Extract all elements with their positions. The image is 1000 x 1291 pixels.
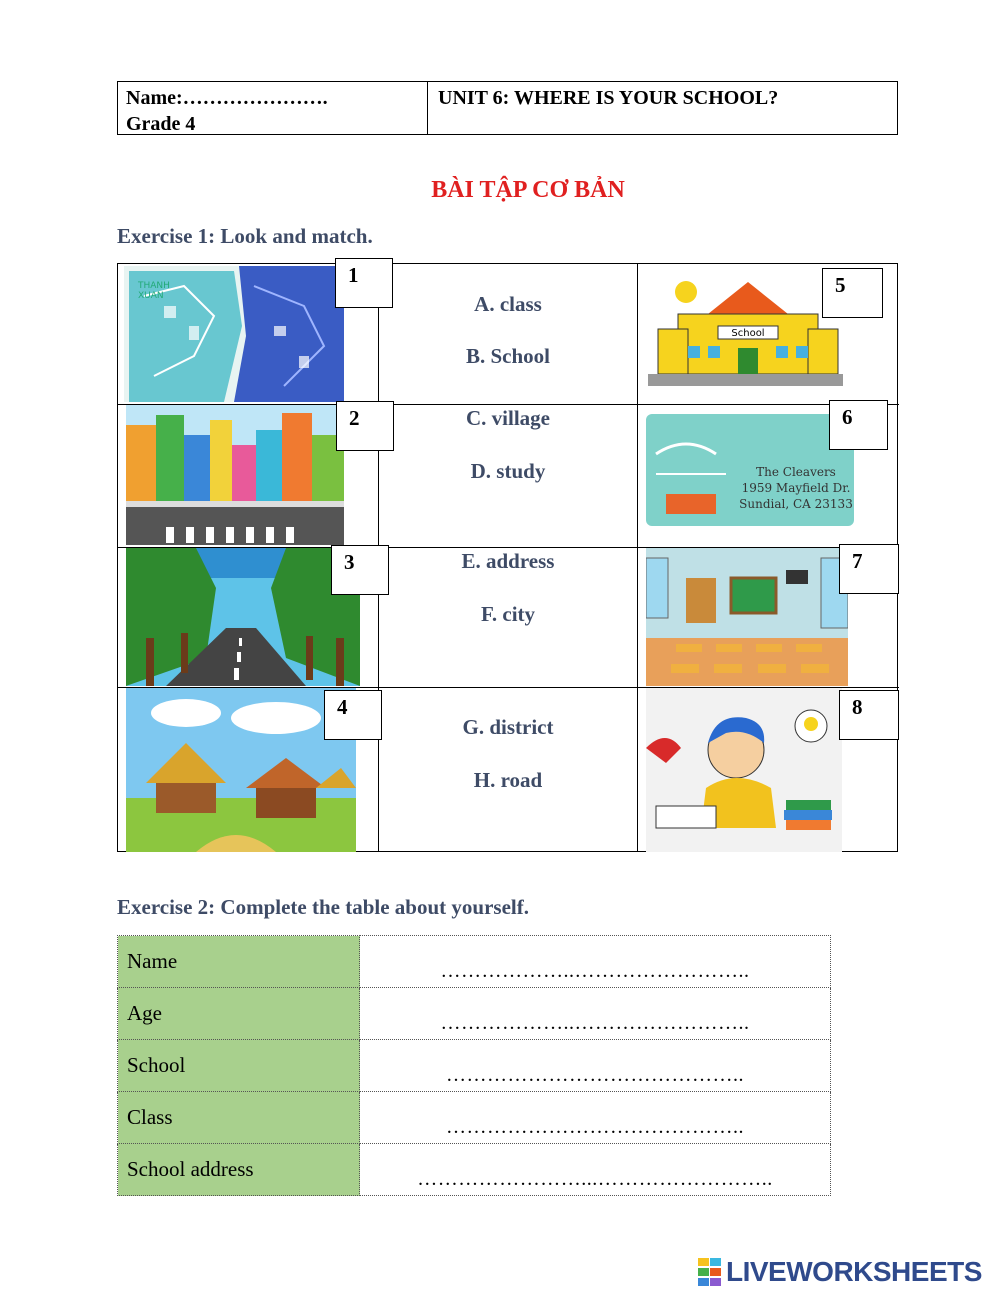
number-box-7[interactable]: 7 xyxy=(839,544,899,594)
envelope-line-3: Sundial, CA 23133 xyxy=(739,497,853,511)
worksheet-header xyxy=(117,81,898,135)
classroom-picture xyxy=(646,548,848,686)
liveworksheets-logo[interactable] xyxy=(698,1256,982,1288)
answer-field-class[interactable]: …………………………………….. xyxy=(360,1092,831,1144)
student-info-cell xyxy=(118,82,428,134)
answer-field-name[interactable]: ………………..…………………….. xyxy=(360,936,831,988)
row-label-school: School xyxy=(118,1040,360,1092)
number-box-2[interactable]: 2 xyxy=(336,401,394,451)
name-label: Name:…………………. xyxy=(126,87,328,109)
number-box-8[interactable]: 8 xyxy=(839,690,899,740)
number-box-4[interactable]: 4 xyxy=(324,690,382,740)
grade-label: Grade 4 xyxy=(126,113,196,135)
road-picture xyxy=(126,548,360,686)
option-g: G. district xyxy=(462,715,554,739)
matching-grid xyxy=(117,263,898,852)
option-e: E. address xyxy=(461,549,555,573)
about-yourself-table xyxy=(117,935,831,1196)
svg-text:THANH: THANH xyxy=(138,281,170,291)
row-label-class: Class xyxy=(118,1092,360,1144)
svg-text:XUAN: XUAN xyxy=(138,291,164,301)
number-box-6[interactable]: 6 xyxy=(829,400,888,450)
table-row xyxy=(118,1092,831,1144)
exercise1-heading: Exercise 1: Look and match. xyxy=(117,224,373,248)
row-label-age: Age xyxy=(118,988,360,1040)
unit-title: UNIT 6: WHERE IS YOUR SCHOOL? xyxy=(438,87,779,109)
envelope-line-2: 1959 Mayfield Dr. xyxy=(741,481,851,495)
logo-text: LIVEWORKSHEETS xyxy=(726,1256,982,1287)
answer-field-school[interactable]: …………………………………….. xyxy=(360,1040,831,1092)
envelope-line-1: The Cleavers xyxy=(756,465,836,479)
option-d: D. study xyxy=(470,459,546,483)
page-title: BÀI TẬP CƠ BẢN xyxy=(431,177,625,203)
option-h: H. road xyxy=(473,768,543,792)
number-box-3[interactable]: 3 xyxy=(331,545,389,595)
logo-blocks-icon xyxy=(698,1258,722,1286)
table-row xyxy=(118,1040,831,1092)
row-label-school-address: School address xyxy=(118,1144,360,1196)
number-box-5[interactable]: 5 xyxy=(822,268,883,318)
option-a: A. class xyxy=(474,292,542,316)
option-f: F. city xyxy=(480,602,536,626)
answer-field-age[interactable]: ………………..…………………….. xyxy=(360,988,831,1040)
school-sign: School xyxy=(731,328,765,339)
row-label-name: Name xyxy=(118,936,360,988)
answer-field-school-address[interactable]: ……………………...…………………….. xyxy=(360,1144,831,1196)
table-row xyxy=(118,1144,831,1196)
village-picture xyxy=(126,688,356,852)
number-box-1[interactable]: 1 xyxy=(335,258,393,308)
address-picture xyxy=(646,414,854,526)
option-c: C. village xyxy=(466,406,550,430)
school-picture xyxy=(648,274,843,389)
city-picture xyxy=(126,405,344,545)
exercise2-heading: Exercise 2: Complete the table about yourself. xyxy=(117,895,529,919)
table-row xyxy=(118,988,831,1040)
map-picture xyxy=(124,266,344,402)
study-picture xyxy=(646,688,842,852)
table-row xyxy=(118,936,831,988)
option-b: B. School xyxy=(465,344,551,368)
